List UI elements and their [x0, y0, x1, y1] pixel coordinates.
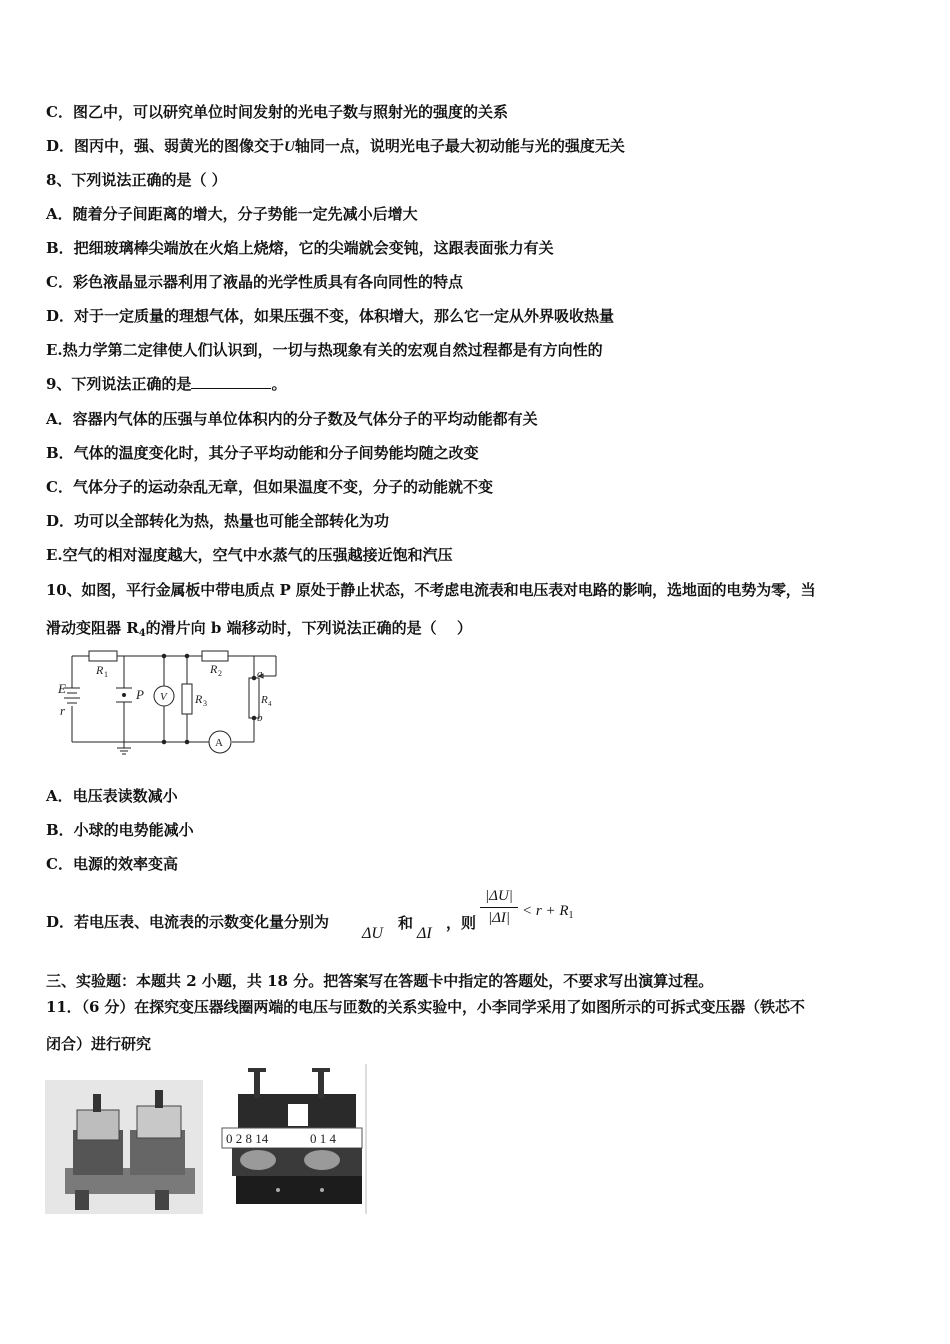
label-r1: R	[96, 663, 104, 677]
inequality-rhs	[522, 903, 574, 921]
label-a: a	[257, 668, 263, 680]
q9-option-c: C．气体分子的运动杂乱无章，但如果温度不变，分子的动能就不变	[46, 478, 493, 496]
transformer-photo-right	[218, 1064, 368, 1214]
q9-option-d: D．功可以全部转化为热，热量也可能全部转化为功	[46, 512, 390, 530]
q9-option-e: E.空气的相对湿度越大，空气中水蒸气的压强越接近饱和汽压	[46, 546, 453, 564]
label-r4-sub: 4	[268, 700, 272, 708]
q8-option-e: E.热力学第二定律使人们认识到，一切与热现象有关的宏观自然过程都是有方向性的	[46, 341, 603, 359]
inequality-rhs-sub: 1	[568, 910, 574, 921]
q10-stem-line2-pre: 滑动变阻器 R	[46, 619, 139, 637]
section-3-heading: 三、实验题：本题共 2 小题，共 18 分。把答案写在答题卡中指定的答题处，不要求写出演算过程。	[46, 972, 714, 990]
q10-option-a: A．电压表读数减小	[46, 787, 178, 805]
q10-stem-line1: 10、如图，平行金属板中带电质点 P 原处于静止状态，不考虑电流表和电压表对电路的影响，选地面的电势为零，当	[46, 581, 816, 599]
label-ammeter: A	[215, 737, 223, 749]
then-word: ，则	[446, 914, 477, 932]
q11-stem-line1: 11．（6 分）在探究变压器线圈两端的电压与匝数的关系实验中，小李同学采用了如图所示的可拆式变压器（铁芯不	[46, 998, 805, 1016]
q7-option-d-var: U	[284, 139, 295, 155]
label-r1-sub: 1	[104, 670, 108, 679]
label-p: P	[136, 687, 144, 702]
q7-option-d-pre: D．图丙中，强、弱黄光的图像交于	[46, 137, 285, 155]
label-e: E	[58, 681, 66, 696]
label-b: b	[257, 712, 263, 724]
q8-option-b: B．把细玻璃棒尖端放在火焰上烧熔，它的尖端就会变钝，这跟表面张力有关	[46, 239, 554, 257]
delta-i-symbol: ΔI	[417, 925, 432, 942]
label-r: r	[60, 703, 66, 718]
q7-option-c: C．图乙中，可以研究单位时间发射的光电子数与照射光的强度的关系	[46, 103, 508, 121]
label-r3: R	[195, 692, 203, 706]
q9-stem	[46, 374, 286, 394]
q10-option-b: B．小球的电势能减小	[46, 821, 194, 839]
q10-stem-line2-sub: 4	[138, 628, 146, 639]
fraction-denominator: |ΔI|	[480, 907, 518, 927]
transformer-photo-left	[45, 1080, 203, 1214]
answer-blank	[191, 374, 271, 389]
q10-stem-line2	[46, 618, 472, 644]
q8-option-c: C．彩色液晶显示器利用了液晶的光学性质具有各向同性的特点	[46, 273, 463, 291]
fraction	[480, 888, 518, 927]
label-r3-sub: 3	[203, 699, 207, 708]
q7-option-d-post: 轴同一点，说明光电子最大初动能与光的强度无关	[294, 137, 625, 155]
label-r2-sub: 2	[218, 669, 222, 678]
q8-option-d: D．对于一定质量的理想气体，如果压强不变，体积增大，那么它一定从外界吸收热量	[46, 307, 615, 325]
scale-left: 0 2 8 14	[226, 1131, 269, 1146]
q10-option-d-pre: D．若电压表、电流表的示数变化量分别为	[46, 913, 330, 931]
inequality-rhs-text: < r + R	[522, 903, 569, 919]
q9-option-b: B．气体的温度变化时，其分子平均动能和分子间势能均随之改变	[46, 444, 479, 462]
q7-option-d	[46, 136, 625, 157]
circuit-diagram	[54, 648, 294, 758]
scale-right: 0 1 4	[310, 1131, 336, 1146]
q10-option-c: C．电源的效率变高	[46, 855, 178, 873]
and-word: 和	[398, 914, 414, 932]
q9-stem-post: 。	[271, 375, 287, 393]
label-r2: R	[210, 662, 218, 676]
q8-option-a: A．随着分子间距离的增大，分子势能一定先减小后增大	[46, 205, 418, 223]
q11-stem-line2: 闭合）进行研究	[46, 1035, 152, 1053]
q10-option-d	[46, 912, 329, 932]
q10-stem-line2-post: 的滑片向 b 端移动时，下列说法正确的是（ ）	[145, 619, 472, 637]
delta-u-symbol: ΔU	[362, 925, 383, 942]
q9-stem-pre: 9、下列说法正确的是	[46, 375, 192, 393]
label-v: V	[160, 691, 167, 703]
q8-stem: 8、下列说法正确的是（ ）	[46, 171, 227, 189]
q9-option-a: A．容器内气体的压强与单位体积内的分子数及气体分子的平均动能都有关	[46, 410, 538, 428]
fraction-numerator: |ΔU|	[485, 888, 513, 904]
label-r4: R	[261, 694, 268, 706]
